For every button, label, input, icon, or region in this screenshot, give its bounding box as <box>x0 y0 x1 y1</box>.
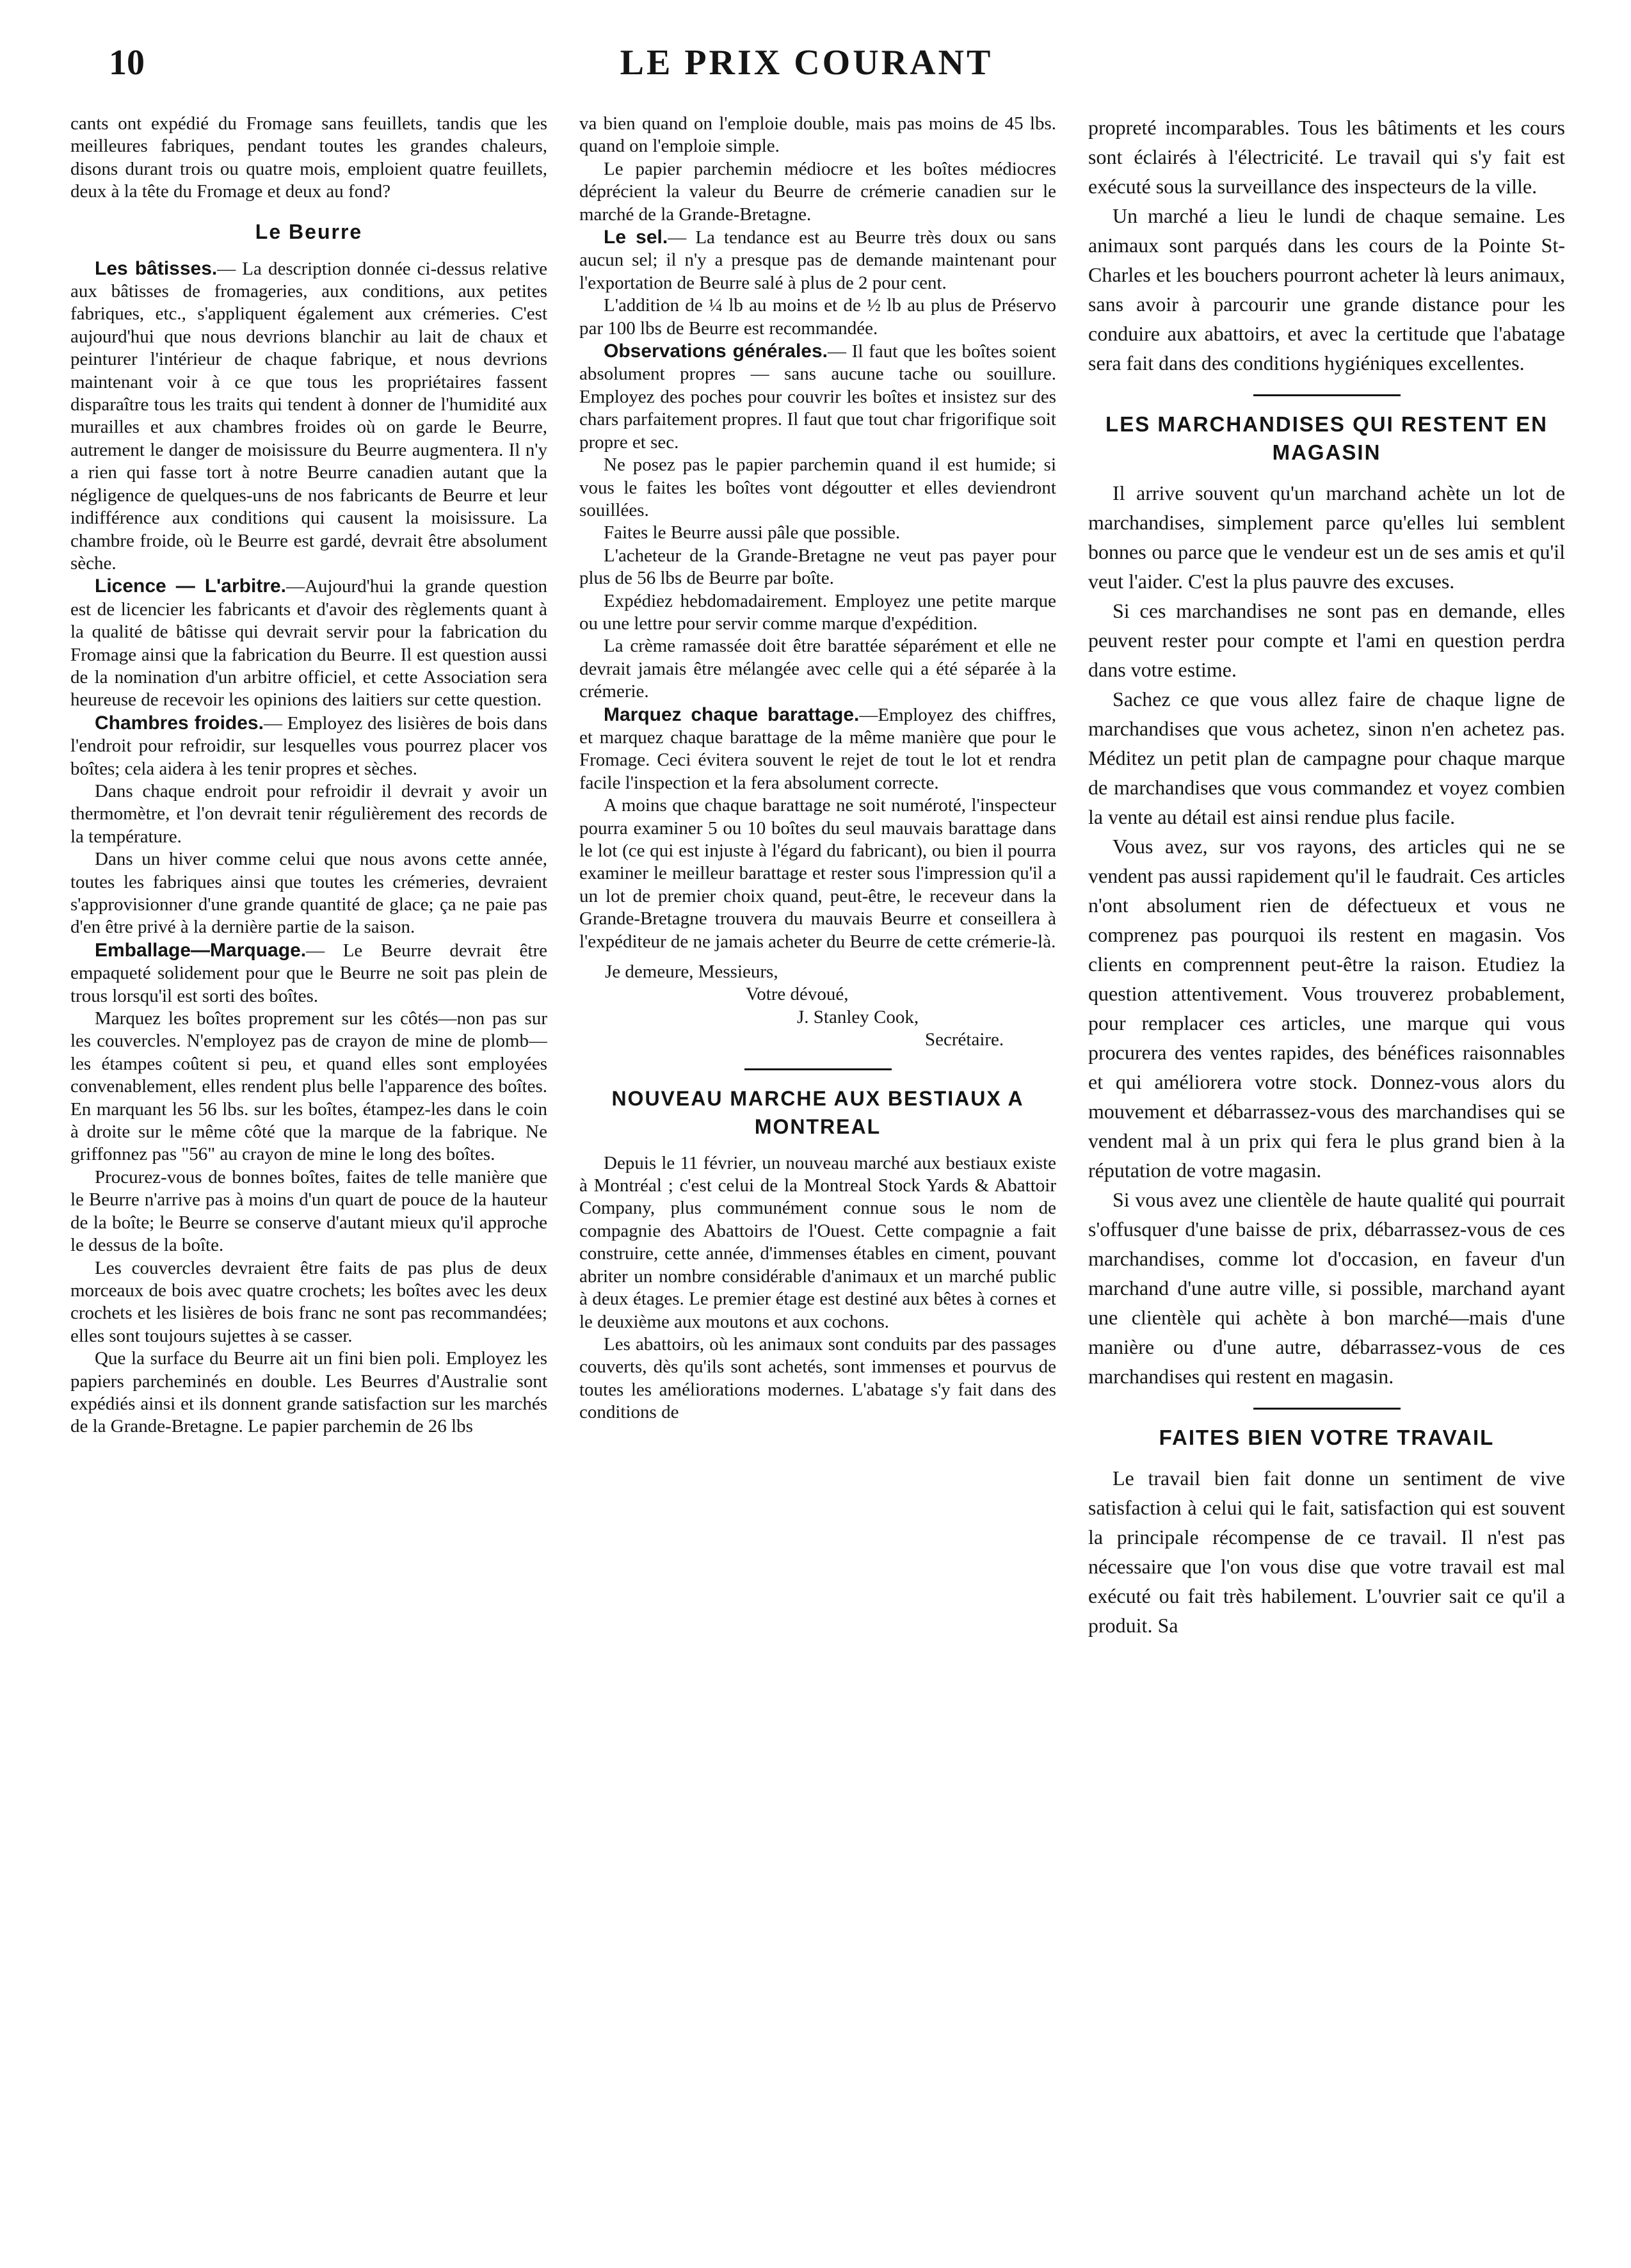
paragraph: Expédiez hebdomadairement. Employez une petite marque ou une lettre pour servir comme marque d'expédition. <box>579 590 1056 634</box>
paragraph: Emballage—Marquage.— Le Beurre devrait être empaqueté solidement pour que le Beurre ne soit pas plein de trous lorsqu'il est sorti des boîtes. <box>70 939 547 1006</box>
paragraph: Le travail bien fait donne un sentiment de vive satisfaction à celui qui le fait, satisfaction qui est souvent la principale récompense de ce travail. Il n'est pas nécessaire que l'on vous dise que votre travail est mal exécuté ou fait très habilement. L'ouvrier sait ce qu'il a produit. Sa <box>1088 1467 1565 1637</box>
paragraph: Faites le Beurre aussi pâle que possible. <box>604 522 901 543</box>
column-left <box>70 113 547 2244</box>
run-in-heading: Licence — L'arbitre. <box>95 575 287 597</box>
paragraph: Depuis le 11 février, un nouveau marché aux bestiaux existe à Montréal ; c'est celui de la Montreal Stock Yards & Abattoir Company, plus communément connue sous le nom de compagnie des Abattoirs de l'Ouest. Cette compagnie a fait construire, cette année, d'immenses étables en ciment, pouvant abriter un nombre considérable d'animaux et un marché public à deux étages. Le premier étage est destiné aux bêtes à cornes et le deuxième aux moutons et aux cochons. <box>579 1152 1056 1332</box>
paragraph: La crème ramassée doit être barattée séparément et elle ne devrait jamais être mélangée avec celle qui a été séparée à la crémerie. <box>579 636 1056 702</box>
run-in-heading: Chambres froides. <box>95 712 264 734</box>
paragraph: Marquez chaque barattage.—Employez des chiffres, et marquez chaque barattage de la même manière que pour le Fromage. Ceci évitera souvent le rejet de tout le lot et rendra facile l'inspection et la fera absolument correcte. <box>579 704 1056 793</box>
run-in-heading: Le sel. <box>604 227 668 248</box>
paragraph: Dans chaque endroit pour refroidir il devrait y avoir un thermomètre, et l'on devrait tenir régulièrement des records de la température. <box>70 780 547 847</box>
paragraph: Vous avez, sur vos rayons, des articles qui ne se vendent pas aussi rapidement qu'il le faudrait. Ces articles n'ont absolument rien de défectueux et vous ne comprenez pas pourquoi ils restent en magasin. Vos clients en comprennent peut-être la raison. Etudiez la question attentivement. Vous trouverez probablement, pour remplacer ces articles, une marque qui vous procurera des ventes rapides, des bénéfices raisonnables et qui améliorera votre stock. Donnez-vous alors du mouvement et débarrassez-vous des marchandises qui se vendent mal à un prix qui fera le plus grand bien à la réputation de votre magasin. <box>1088 835 1565 1182</box>
signature-closing: Je demeure, Messieurs, <box>605 961 778 983</box>
signature-title: Secrétaire. <box>925 1029 1004 1050</box>
paragraph: cants ont expédié du Fromage sans feuillets, tandis que les meilleures fabriques, pendant toutes les grandes chaleurs, disons durant trois ou quatre mois, emploient quatre feuillets, deux à la tête du Fromage et deux au fond? <box>70 113 547 202</box>
paragraph: Les couvercles devraient être faits de pas plus de deux morceaux de bois avec quatre crochets; les boîtes avec les deux crochets et les lisières de bois franc ne sont pas recommandées; elles sont toujours sujettes à se casser. <box>70 1257 547 1346</box>
section-divider <box>744 1068 892 1070</box>
signature-block <box>579 961 1056 1052</box>
paragraph: propreté incomparables. Tous les bâtiments et les cours sont éclairés à l'électricité. Le travail qui s'y fait est exécuté sous la surveillance des inspecteurs de la ville. <box>1088 116 1565 198</box>
paragraph: Que la surface du Beurre ait un fini bien poli. Employez les papiers parcheminés en double. Les Beurres d'Australie sont expédiés ainsi et ils donnent grande satisfaction sur les marchés de la Grande-Bretagne. Le papier parchemin de 26 lbs <box>70 1348 547 1437</box>
paragraph: Sachez ce que vous allez faire de chaque ligne de marchandises que vous achetez, sinon n'en achetez pas. Méditez un petit plan de campagne pour chaque marque de marchandises que vous commandez et voyez combien la vente au détail est ainsi rendue plus facile. <box>1088 688 1565 828</box>
paragraph: Chambres froides.— Employez des lisières de bois dans l'endroit pour refroidir, sur lesquelles vous pourrez placer vos boîtes; cela aidera à les tenir propres et sèches. <box>70 712 547 779</box>
journal-title: LE PRIX COURANT <box>620 43 993 83</box>
paragraph: Les abattoirs, où les animaux sont conduits par des passages couverts, dès qu'ils sont achetés, sont immenses et pourvus de toutes les améliorations modernes. L'abatage s'y fait dans des conditions de <box>579 1333 1056 1423</box>
section-divider <box>1253 1408 1401 1410</box>
paragraph: Les bâtisses.— La description donnée ci-dessus relative aux bâtisses de fromageries, aux conditions, aux petites fabriques, etc., s'appliquent également aux crémeries. C'est aujourd'hui que nous devrions blanchir au lait de chaux et peinturer l'intérieur de chaque fabrique, et nous devrions maintenant voir à ce que tous les propriétaires fassent disparaître tous les traits qui tendent à donner de l'humidité aux murailles et aux chambres froides où on garde le Beurre, autrement le danger de moisissure du Beurre augmentera. Il n'y a rien qui fasse tort à notre Beurre canadien autant que la négligence de quelques-uns de nos fabricants de Beurre et leur indifférence aux conditions qui causent la moisissure. La chambre froide, où le Beurre est gardé, devrait être absolument sèche. <box>70 257 547 574</box>
run-in-heading: Emballage—Marquage. <box>95 939 307 961</box>
run-in-heading: Observations générales. <box>604 341 828 362</box>
signature-name: J. Stanley Cook, <box>797 1006 919 1027</box>
paragraph: Dans un hiver comme celui que nous avons cette année, toutes les fabriques ainsi que toutes les crémeries, devraient s'approvisionner d'une grande quantité de glace; ça ne paie pas d'en être privé à la dernière partie de la saison. <box>70 849 547 938</box>
paragraph: Observations générales.— Il faut que les boîtes soient absolument propres — sans aucune tache ou souillure. Employez des poches pour couvrir les boîtes et insistez sur des chars parfaitement propres. Il faut que tout char frigorifique soit propre et sec. <box>579 341 1056 453</box>
paragraph: Ne posez pas le papier parchemin quand il est humide; si vous le faites les boîtes vont dégoutter et elles deviendront souillées. <box>579 454 1056 520</box>
column-middle <box>579 113 1056 2244</box>
paragraph: L'addition de ¼ lb au moins et de ½ lb au plus de Préservo par 100 lbs de Beurre est recommandée. <box>579 295 1056 339</box>
paragraph: Un marché a lieu le lundi de chaque semaine. Les animaux sont parqués dans les cours de la Pointe St-Charles et les bouchers pourront acheter là leurs animaux, sans avoir à parcourir une grande distance pour les conduire aux abattoirs, et avec la certitude que l'abatage sera fait dans des conditions hygiéniques excellentes. <box>1088 204 1565 374</box>
section-heading-faites-bien: FAITES BIEN VOTRE TRAVAIL <box>1159 1426 1495 1449</box>
paragraph: Il arrive souvent qu'un marchand achète un lot de marchandises, simplement parce qu'elles lui semblent bonnes ou parce que le vendeur est un de ses amis et qu'il veut l'aider. C'est la plus pauvre des excuses. <box>1088 481 1565 593</box>
paragraph: Licence — L'arbitre.—Aujourd'hui la grande question est de licencier les fabricants et d'avoir des règlements quant à la qualité de bâtisse qui devrait servir pour la fabrication du Fromage ainsi que la fabrication du Beurre. Il est question aussi de la nomination d'un arbitre officiel, et cette Association sera heureuse de recevoir les opinions des laitiers sur cette question. <box>70 575 547 711</box>
page-number: 10 <box>109 43 145 83</box>
paragraph: Procurez-vous de bonnes boîtes, faites de telle manière que le Beurre n'arrive pas à moins d'un quart de pouce de la hauteur de la boîte; le Beurre se conserve d'autant mieux qu'il approche le dessus de la boîte. <box>70 1166 547 1256</box>
paragraph: L'acheteur de la Grande-Bretagne ne veut pas payer pour plus de 56 lbs de Beurre par boîte. <box>579 545 1056 589</box>
paragraph: Si ces marchandises ne sont pas en demande, elles peuvent rester pour compte et l'ami en question perdra dans votre estime. <box>1088 599 1565 681</box>
paragraph: A moins que chaque barattage ne soit numéroté, l'inspecteur pourra examiner 5 ou 10 boîtes du seul mauvais barattage dans le lot (ce qui est injuste à l'égard du fabricant), ou bien il pourra examiner le meilleur barattage et rester sous l'impression qu'il a un lot de premier choix quand, peut-être, le receveur dans la Grande-Bretagne trouvera du mauvais Beurre et conseillera à l'expéditeur de ne jamais acheter du Beurre de cette crémerie-là. <box>579 795 1056 952</box>
page-header <box>70 42 1543 88</box>
run-in-heading: Les bâtisses. <box>95 257 218 279</box>
section-heading-marchandises: LES MARCHANDISES QUI RESTENT EN MAGASIN <box>1105 412 1548 464</box>
paragraph: Marquez les boîtes proprement sur les côtés—non pas sur les couvercles. N'employez pas de crayon de mine de plomb—les étampes coûtent si peu, et quand elles sont employées convenablement, elles rendent plus belle l'apparence des boîtes. En marquant les 56 lbs. sur les boîtes, étampez-les dans le coin à droite sur le même côté que la marque de la fabrique. Ne griffonnez pas "56" au crayon de mine le long des boîtes. <box>70 1008 547 1165</box>
column-right <box>1088 113 1565 2244</box>
paragraph: Le papier parchemin médiocre et les boîtes médiocres déprécient la valeur du Beurre de crémerie canadien sur le marché de la Grande-Bretagne. <box>579 158 1056 225</box>
section-heading-marche-bestiaux: NOUVEAU MARCHE AUX BESTIAUX A MONTREAL <box>611 1086 1024 1138</box>
paragraph: va bien quand on l'emploie double, mais pas moins de 45 lbs. quand on l'emploie simple. <box>579 113 1056 157</box>
paragraph: Le sel.— La tendance est au Beurre très doux ou sans aucun sel; il n'y a presque pas de demande maintenant pour l'exportation de Beurre salé à plus de 2 pour cent. <box>579 227 1056 293</box>
signature-devoue: Votre dévoué, <box>746 984 849 1005</box>
paragraph: Si vous avez une clientèle de haute qualité qui pourrait s'offusquer d'une baisse de prix, débarrassez-vous de ces marchandises, comme lot d'occasion, en faveur d'un marchand d'une autre ville, si possible, marchand ayant une clientèle qui achète à bon marché—mais d'une manière ou d'une autre, débarrassez-vous de ces marchandises qui restent en magasin. <box>1088 1188 1565 1388</box>
section-divider <box>1253 394 1401 396</box>
run-in-heading: Marquez chaque barattage. <box>604 704 860 725</box>
section-heading-le-beurre: Le Beurre <box>255 220 363 243</box>
